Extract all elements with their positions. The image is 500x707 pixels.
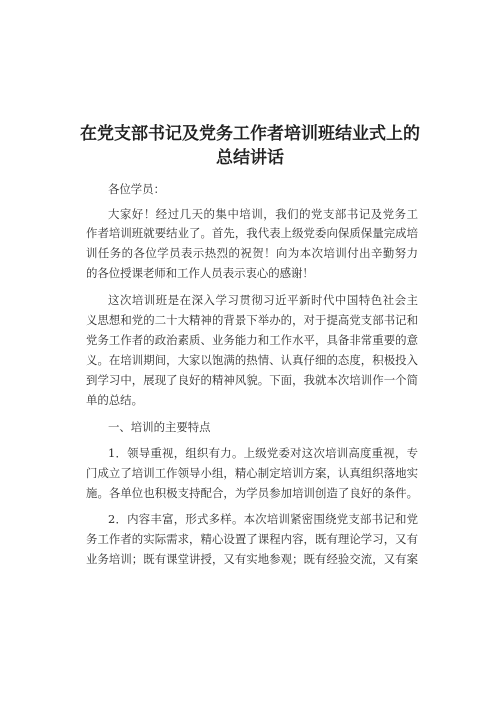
document-title-line-2: 总结讲话 — [216, 148, 284, 168]
paragraph-2-line: 到学习中，展现了良好的精神风貌。下面，我就本次培训作一个简 — [86, 373, 418, 387]
paragraph-2-line: 这次培训班是在深入学习贯彻习近平新时代中国特色社会主 — [108, 293, 418, 307]
item-2-line: 2．内容丰富，形式多样。本次培训紧密围绕党支部书记和党 — [108, 512, 418, 526]
paragraph-2-line: 党务工作者的政治素质、业务能力和工作水平，具备非常重要的意 — [86, 333, 418, 347]
item-2-line: 业务培训；既有课堂讲授，又有实地参观；既有经验交流，又有案 — [86, 552, 418, 566]
section-heading: 一、培训的主要特点 — [108, 420, 211, 434]
paragraph-1-line: 训任务的各位学员表示热烈的祝贺！向为本次培训付出辛勤努力 — [86, 246, 418, 260]
paragraph-1-line: 作者培训班就要结业了。首先，我代表上级党委向保质保量完成培 — [86, 226, 418, 240]
item-1-line: 1．领导重视，组织有力。上级党委对这次培训高度重视，专 — [108, 446, 418, 460]
document-title-line-1: 在党支部书记及党务工作者培训班结业式上的 — [80, 124, 420, 144]
item-2-line: 务工作者的实际需求，精心设置了课程内容，既有理论学习，又有 — [86, 532, 418, 546]
paragraph-2-line: 义。在培训期间，大家以饱满的热情、认真仔细的态度，积极投入 — [86, 353, 418, 367]
item-1-line: 施。各单位也积极支持配合，为学员参加培训创造了良好的条件。 — [86, 486, 418, 500]
item-1-line: 门成立了培训工作领导小组，精心制定培训方案，认真组织落地实 — [86, 466, 418, 480]
paragraph-1-line: 的各位授课老师和工作人员表示衷心的感谢！ — [86, 266, 314, 280]
paragraph-2-line: 单的总结。 — [86, 393, 143, 407]
salutation: 各位学员： — [108, 182, 165, 196]
paragraph-1-line: 大家好！经过几天的集中培训，我们的党支部书记及党务工 — [108, 207, 418, 221]
paragraph-2-line: 义思想和党的二十大精神的背景下举办的，对于提高党支部书记和 — [86, 313, 418, 327]
